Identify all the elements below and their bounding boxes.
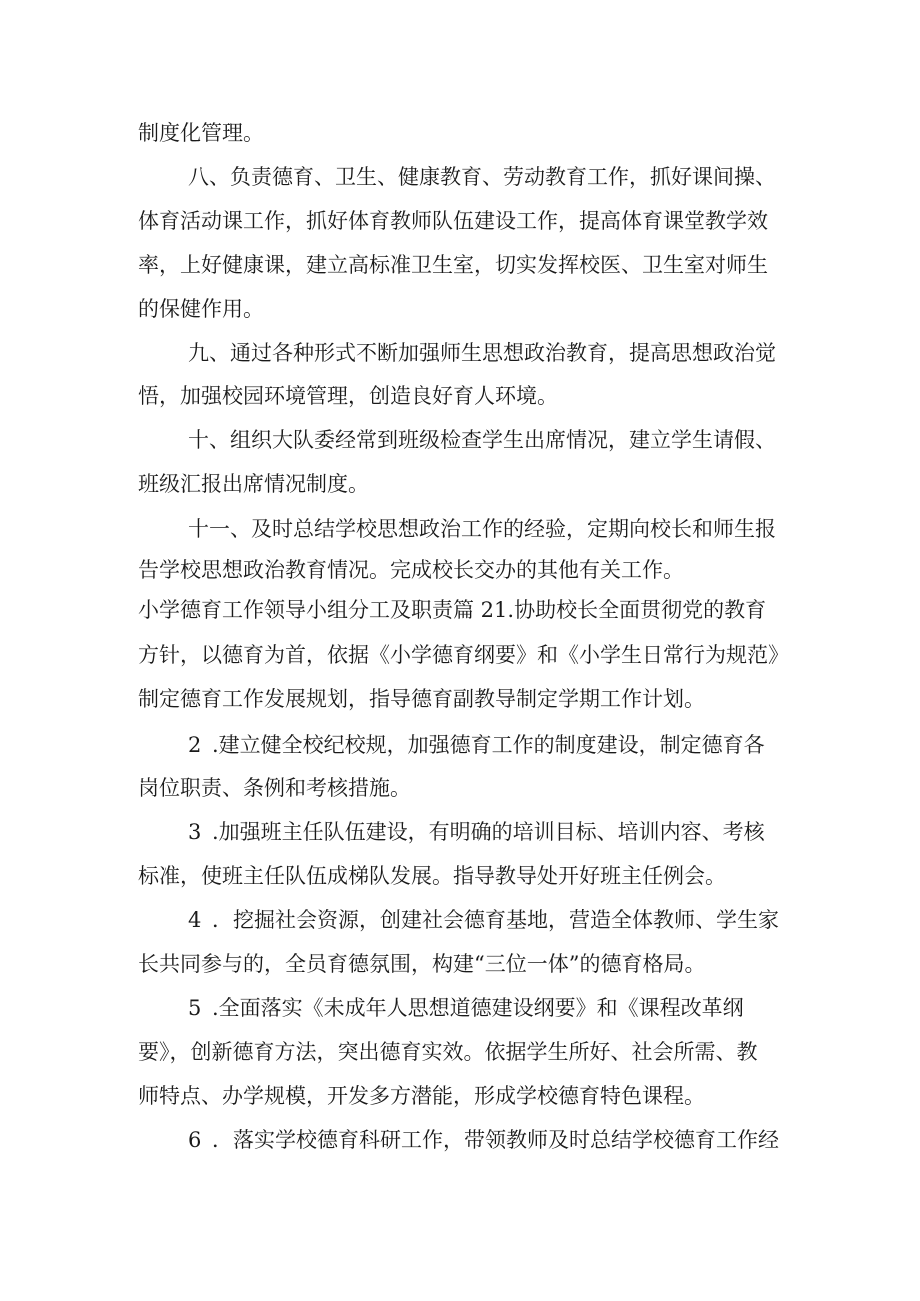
text-line: 八、负责德育、卫生、健康教育、劳动教育工作，抓好课间操、 (188, 165, 776, 189)
text-line: 体育活动课工作，抓好体育教师队伍建设工作，提高体育课堂教学效 (138, 209, 768, 233)
text-line: 的保健作用。 (138, 297, 264, 321)
text-line: 告学校思想政治教育情况。完成校长交办的其他有关工作。 (138, 558, 684, 582)
list-item-line (188, 730, 765, 760)
text-line: 岗位职责、条例和考核措施。 (138, 776, 411, 800)
section-title-line: 小学德育工作领导小组分工及职责篇 21.协助校长全面贯彻党的教育 (138, 598, 767, 622)
text-line: 悟，加强校园环境管理，创造良好育人环境。 (138, 384, 558, 408)
list-item-line (188, 993, 744, 1023)
text-line: 率，上好健康课，建立高标准卫生室，切实发挥校医、卫生室对师生 (138, 253, 768, 277)
text-line: 制度化管理。 (138, 121, 264, 145)
list-item-line (188, 1125, 779, 1155)
list-number: 5 (188, 996, 202, 1020)
text-line: 十、组织大队委经常到班级检查学生出席情况，建立学生请假、 (188, 428, 776, 452)
text-line: 十一、及时总结学校思想政治工作的经验，定期向校长和师生报 (188, 517, 776, 541)
text-line: 九、通过各种形式不断加强师生思想政治教育，提高思想政治觉 (188, 341, 776, 365)
text-line: 方针，以德育为首，依据《小学德育纲要》和《小学生日常行为规范》 (138, 643, 789, 667)
list-number: 6 (188, 1128, 202, 1152)
list-number: 2 (188, 733, 202, 757)
text-line: 班级汇报出席情况制度。 (138, 472, 369, 496)
list-number: 3 (188, 820, 202, 844)
list-item-line (188, 817, 765, 847)
list-item-line (188, 905, 779, 935)
text-line: 师特点、办学规模，开发多方潜能，形成学校德育特色课程。 (138, 1084, 705, 1108)
text-run: .加强班主任队伍建设，有明确的培训目标、培训内容、考核 (212, 820, 765, 844)
text-line: 标准，使班主任队伍成梯队发展。指导教导处开好班主任例会。 (138, 864, 726, 888)
text-run: ．挖掘社会资源，创建社会德育基地，营造全体教师、学生家 (212, 908, 779, 932)
text-line: 长共同参与的，全员育德氛围，构建“三位一体”的德育格局。 (138, 952, 706, 976)
text-run: ．落实学校德育科研工作，带领教师及时总结学校德育工作经 (212, 1128, 779, 1152)
text-run: .全面落实《未成年人思想道德建设纲要》和《课程改革纲 (212, 996, 744, 1020)
text-line: 制定德育工作发展规划，指导德育副教导制定学期工作计划。 (138, 687, 705, 711)
text-line: 要》，创新德育方法，突出德育实效。依据学生所好、社会所需、教 (138, 1040, 758, 1064)
text-run: .建立健全校纪校规，加强德育工作的制度建设，制定德育各 (212, 733, 765, 757)
list-number: 4 (188, 908, 202, 932)
